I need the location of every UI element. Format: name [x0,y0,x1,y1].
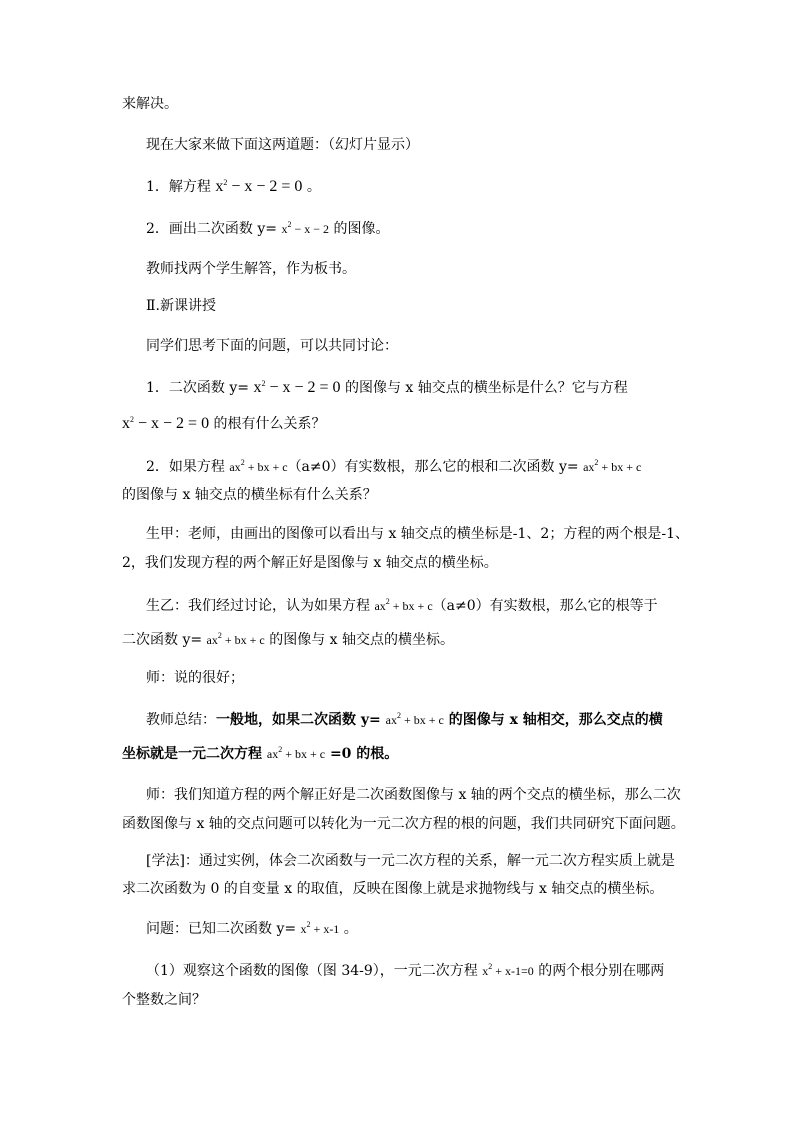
student-a-answer-cont: 2，我们发现方程的两个解正好是图像与 x 轴交点的横坐标。 [122,555,498,571]
paragraph-line: 师：我们知道方程的两个解正好是二次函数图像与 x 轴的两个交点的横坐标，那么二次 [146,787,681,803]
section-heading: Ⅱ.新课讲授 [146,298,216,314]
teacher-summary-cont: 坐标就是一元二次方程 $ax^2$ + bx + c =0 的根。 [122,745,399,762]
equation: $x^2 + x-1=0$ [482,962,534,978]
problem-part-1-cont: 个整数之间？ [122,992,206,1008]
student-b-answer-cont: 二次函数 $y= ax^2$ + bx + c 的图像与 x 轴交点的横坐标。 [122,631,454,648]
problem-part-1: （1）观察这个函数的图像（图 34-9），一元二次方程 $x^2 + x-1=0$ 的两个根分别在哪两 [146,962,665,979]
question-2-draw-graph: 2．画出二次函数 $y= x^2 - x - 2$ 的图像。 [146,220,390,237]
question-1-solve-equation: 1．解方程 $x^2 - x - 2 = 0$ 。 [146,178,321,195]
discussion-question-1: 1．二次函数 $y= x^2 - x - 2 = 0$ 的图像与 x 轴交点的横坐标是什么？它与方程 [146,379,628,396]
equation: $x^2 - x - 2$ [281,220,329,236]
equation: $x^2 - x - 2 = 0$ [122,415,210,432]
equation: $ax^2$ + bx + c [206,631,265,647]
paragraph-line: 教师找两个学生解答，作为板书。 [146,261,356,277]
study-method-cont: 求二次函数为 0 的自变量 x 的取值，反映在图像上就是求抛物线与 x 轴交点的横坐标。 [122,881,664,897]
equation: $ax^2$ + bx + c [229,458,288,474]
student-b-answer: 生乙：我们经过讨论，认为如果方程 $ax^2$ + bx + c（a≠0）有实数根，那么它的根等于 [146,597,658,614]
student-a-answer: 生甲：老师，由画出的图像可以看出与 x 轴交点的横坐标是-1、2；方程的两个根是-1、 [146,526,689,542]
equation: $ax^2$ + bx + c [266,745,326,761]
discussion-question-2: 2．如果方程 $ax^2$ + bx + c（a≠0）有实数根，那么它的根和二次函数 $y= ax^2$ + bx + c [146,458,642,475]
paragraph-line: 来解决。 [122,96,178,112]
equation: $x^2 - x - 2 = 0$ [253,379,341,396]
equation: $ax^2$ + bx + c [374,597,433,613]
discussion-question-1-cont: $x^2 - x - 2 = 0$ 的根有什么关系？ [122,415,326,432]
paragraph-line: 的图像与 x 轴交点的横坐标有什么关系？ [122,487,377,503]
paragraph-line: 函数图像与 x 轴的交点问题可以转化为一元二次方程的根的问题，我们共同研究下面问题。 [122,816,685,832]
study-method: [学法]：通过实例，体会二次函数与一元二次方程的关系，解一元二次方程实质上就是 [146,853,675,869]
equation: $x^2 + x-1$ [300,920,340,936]
equation: $ax^2$ + bx + c [583,458,642,474]
equation: $ax^2$ + bx + c [385,711,444,727]
teacher-reply: 师：说的很好； [146,670,244,686]
equation: $x^2 - x - 2 = 0$ [215,178,303,195]
paragraph-line: 同学们思考下面的问题，可以共同讨论： [146,338,398,354]
paragraph-line: 现在大家来做下面这两道题：（幻灯片显示） [146,137,419,153]
teacher-summary: 教师总结：一般地，如果二次函数 $y= ax^2$ + bx + c 的图像与 x 轴相交，那么交点的横 [146,711,663,728]
problem-statement: 问题：已知二次函数 $y= x^2 + x-1$ 。 [146,920,358,937]
